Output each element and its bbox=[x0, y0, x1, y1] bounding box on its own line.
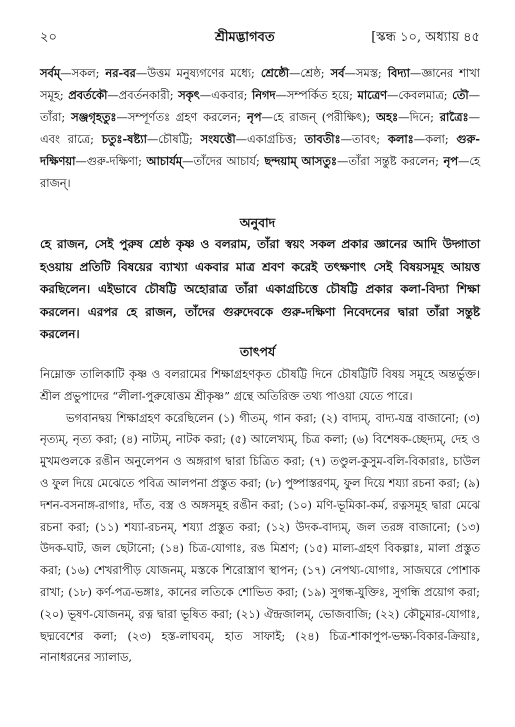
gloss-meaning: —এবং রাত্রে; bbox=[40, 110, 480, 146]
purport-heading: তাৎপর্য bbox=[239, 344, 276, 359]
gloss-meaning: —একবার; bbox=[199, 88, 252, 102]
gloss-headword: শ্রেষ্ঠৌ bbox=[260, 66, 290, 80]
gloss-headword: গুরু-দক্ষিণয়া bbox=[40, 132, 480, 168]
gloss-headword: চতুঃ-ষষ্ট্যা bbox=[101, 132, 147, 146]
gloss-meaning: —শ্রেষ্ঠ; bbox=[289, 66, 331, 80]
gloss-headword: প্রবর্তকৌ bbox=[68, 88, 108, 102]
gloss-meaning: —চৌষট্টি; bbox=[146, 132, 201, 146]
gloss-meaning: —সম্পূর্ণতঃ গ্রহণ করলেন; bbox=[116, 110, 247, 124]
gloss-meaning: —একাগ্রচিত্ত; bbox=[235, 132, 305, 146]
gloss-meaning: —সমস্ত; bbox=[344, 66, 388, 80]
gloss-headword: সংযত্তৌ bbox=[200, 132, 236, 146]
gloss-headword: তৌ bbox=[452, 88, 469, 102]
book-title: শ্রীমদ্ভাগবত bbox=[215, 30, 275, 45]
gloss-meaning: —দিনে; bbox=[398, 110, 440, 124]
translation-heading: অনুবাদ bbox=[239, 215, 276, 230]
gloss-headword: নর-বর bbox=[105, 66, 136, 80]
purport-list-paragraph: ভগবানদ্বয় শিক্ষাগ্রহণ করেছিলেন (১) গীতম্, গান করা; (২) বাদ্যম্, বাদ্য-যন্ত্র বাজানো; (৩) নৃত্যম্, নৃত্য করা; (৪) নাট্যম্, নাটক করা; (৫) আলেখ্যম্, চিত্র কলা; (৬) বিশেষক-চ্ছেদ্যম্, দেহ ও মুখমণ্ডলকে রঙীন অনুলেপন ও অঙ্গরাগ দ্বারা চিত্রিত করা; (৭) তণ্ডুল-কুসুম-বলি-বিকারাঃ, চাউল ও ফুল দিয়ে মেঝেতে পবিত্র আলপনা প্রস্তুত করা; (৮) পুষ্পাস্তরণম্, ফুল দিয়ে শয্যা রচনা করা; (৯) দশন-বসনাঙ্গ-রাগাঃ, দাঁত, বস্ত্র ও অঙ্গসমূহ রঙীন করা; (১০) মণি-ভূমিকা-কর্ম, রত্নসমূহ দ্বারা মেঝে রচনা করা; (১১) শয্যা-রচনম্, শয্যা প্রস্তুত করা; (১২) উদক-বাদ্যম্, জল তরঙ্গ বাজানো; (১৩) উদক-ঘাট, জল ছেটানো; (১৪) চিত্র-যোগাঃ, রঙ মিশ্রণ; (১৫) মাল্য-গ্রহণ বিকল্পাঃ, মালা প্রস্তুত করা; (১৬) শেখরাপীড় যোজনম্, মস্তকে শিরোস্ত্রাণ স্থাপন; (১৭) নেপথ্য-যোগাঃ, সাজঘরে পোশাক রাখা; (১৮) কর্ণ-পত্র-ভঙ্গাঃ, কানের লতিকে শোভিত করা; (১৯) সুগন্ধ-যুক্তিঃ, সুগন্ধি প্রয়োগ করা; (২০) ভূষণ-যোজনম্, রত্ন দ্বারা ভূষিত করা; (২১) ঐন্দ্রজালম্, ভোজবাজি; (২২) কৌচুমার-যোগাঃ, ছদ্মবেশের কলা; (২৩) হস্ত-লাঘবম্, হাত সাফাই; (২৪) চিত্র-শাকাপুপ-ভক্ষ্য-বিকার-ক্রিয়াঃ, নানাধরনের স্যালাড, bbox=[40, 410, 480, 665]
gloss-meaning: —তাঁরা সন্তুষ্ট করলেন; bbox=[337, 154, 444, 168]
gloss-headword: সর্ব bbox=[330, 66, 345, 80]
gloss-meaning: —জ্ঞানের শাখা সমূহ; bbox=[40, 66, 480, 102]
gloss-headword: তাবতীঃ bbox=[304, 132, 341, 146]
gloss-headword: অহঃ bbox=[376, 110, 399, 124]
gloss-headword: সর্বম্ bbox=[40, 66, 61, 80]
gloss-headword: ছন্দয়াম্ আসতুঃ bbox=[264, 154, 337, 168]
page-header bbox=[40, 28, 480, 50]
gloss-meaning: —তাঁদের আচার্য; bbox=[182, 154, 265, 168]
gloss-meaning: —তাবৎ; bbox=[340, 132, 388, 146]
gloss-headword: বিদ্যা bbox=[387, 66, 410, 80]
word-for-word-gloss bbox=[40, 62, 480, 194]
gloss-meaning: —উত্তম মনুষ্যগণের মধ্যে; bbox=[135, 66, 261, 80]
page-number: ২০ bbox=[40, 30, 57, 45]
gloss-meaning: —হে রাজন্ (পরীক্ষিৎ); bbox=[261, 110, 377, 124]
gloss-headword: সঞ্জগৃহতুঃ bbox=[71, 110, 117, 124]
gloss-meaning: —সকল; bbox=[60, 66, 106, 80]
gloss-meaning: —সম্পর্কিত হয়ে; bbox=[275, 88, 358, 102]
gloss-headword: নৃপ bbox=[246, 110, 262, 124]
gloss-meaning: —কেবলমাত্র; bbox=[387, 88, 453, 102]
chapter-reference: [স্কন্ধ ১০, অধ্যায় ৪৫ bbox=[371, 30, 480, 45]
gloss-headword: নৃপ bbox=[443, 154, 459, 168]
translation-text: হে রাজন, সেই পুরুষ শ্রেষ্ঠ কৃষ্ণ ও বলরাম, তাঁরা স্বয়ং সকল প্রকার জ্ঞানের আদি উদ্গাতা হওয়ায় প্রতিটি বিষয়ের ব্যাখ্যা একবার মাত্র শ্রবণ করেই তৎক্ষণাৎ সেই বিষয়সমূহ আয়ত্ত করছিলেন। এইভাবে চৌষট্টি অহোরাত্র তাঁরা একাগ্রচিত্তে চৌষট্টি প্রকার কলা-বিদ্যা শিক্ষা করলেন। এরপর হে রাজন, তাঁদের গুরুদেবকে গুরু-দক্ষিণা নিবেদনের দ্বারা তাঁরা সন্তুষ্ট করলেন। bbox=[40, 237, 480, 341]
gloss-meaning: —গুরু-দক্ষিণা; bbox=[75, 154, 147, 168]
gloss-headword: মাত্রেণ bbox=[357, 88, 387, 102]
gloss-headword: সকৃৎ bbox=[178, 88, 200, 102]
gloss-headword: নিগদ bbox=[252, 88, 276, 102]
gloss-headword: রাত্রৈঃ bbox=[439, 110, 469, 124]
gloss-meaning: —প্রবর্তনকারী; bbox=[107, 88, 179, 102]
gloss-meaning: —কলা; bbox=[413, 132, 457, 146]
purport-section bbox=[40, 364, 480, 669]
gloss-headword: কলাঃ bbox=[387, 132, 414, 146]
gloss-headword: আচার্যম্ bbox=[146, 154, 183, 168]
gloss-meaning: —তাঁরা; bbox=[40, 88, 480, 124]
purport-intro: নিম্নোক্ত তালিকাটি কৃষ্ণ ও বলরামের শিক্ষাগ্রহণকৃত চৌষট্টি দিনে চৌষট্টিটি বিষয় সমূহে অন্তর্ভুক্ত। শ্রীল প্রভুপাদের “লীলা-পুরুষোত্তম শ্রীকৃষ্ণ” গ্রন্থে অতিরিক্ত তথ্য পাওয়া যেতে পারে। bbox=[40, 367, 480, 403]
gloss-meaning: —হে রাজন্। bbox=[40, 154, 481, 190]
